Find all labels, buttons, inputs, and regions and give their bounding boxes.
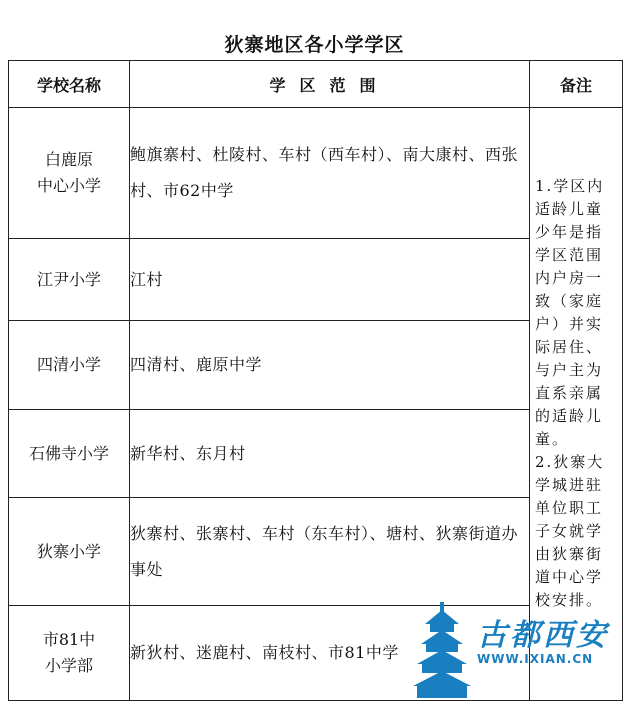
note-line: 2.狄寨大 [535,453,605,471]
note-line: 的适龄儿 [535,407,604,425]
table-row [9,108,623,239]
school-name-line: 市81中 [42,630,96,649]
district-range-cell: 新华村、东月村 [130,410,530,498]
watermark-url: WWW.IXIAN.CN [477,652,594,666]
note-line: 童。 [535,430,570,448]
note-line: 际居住、 [535,338,604,356]
school-name-line: 狄寨小学 [36,541,101,561]
note-line: 由狄寨街 [535,545,604,563]
district-range-cell: 四清村、鹿原中学 [130,321,530,410]
note-line: 子女就学 [535,522,604,540]
school-name-line: 江尹小学 [36,269,101,289]
note-line: 直系亲属 [535,384,604,402]
note-line: 与户主为 [535,361,604,379]
note-line: 少年是指 [535,223,604,241]
school-district-table [8,60,623,701]
school-name-line: 石佛寺小学 [28,443,109,463]
note-line: 学城进驻 [535,476,604,494]
district-range-cell: 江村 [130,239,530,321]
district-range-cell: 狄寨村、张寨村、车村（东车村）、塘村、狄寨街道办事处 [130,498,530,606]
school-name-cell [9,108,130,239]
header-school-name: 学校名称 [9,61,130,108]
note-line: 1.学区内 [535,177,605,195]
note-line: 内户房一 [535,269,604,287]
school-name-cell [9,321,130,410]
watermark-brand: 古都西安 [477,618,609,653]
school-name-line: 小学部 [44,656,93,675]
school-name-cell [9,239,130,321]
school-name-line: 中心小学 [36,176,101,195]
note-line: 校安排。 [535,591,604,609]
note-line: 户）并实 [535,315,604,333]
note-line: 适龄儿童 [535,200,604,218]
school-name-line: 白鹿原 [44,150,93,169]
notes-cell [530,108,623,701]
district-range-cell: 新狄村、迷鹿村、南枝村、市81中学 [130,606,530,701]
note-line: 道中心学 [535,568,604,586]
school-name-line: 四清小学 [36,355,101,374]
note-line: 学区范围 [535,246,604,264]
header-district-range: 学区范围 [130,61,530,108]
notes-text [535,175,617,612]
table-header-row [9,61,623,108]
page-title: 狄寨地区各小学学区 [224,34,405,56]
school-name-cell [9,498,130,606]
district-range-cell: 鲍旗寨村、杜陵村、车村（西车村）、南大康村、西张村、市62中学 [130,108,530,239]
school-name-cell [9,410,130,498]
note-line: 致（家庭 [535,292,604,310]
school-name-cell [9,606,130,701]
note-line: 单位职工 [535,499,604,517]
header-notes: 备注 [530,61,623,108]
